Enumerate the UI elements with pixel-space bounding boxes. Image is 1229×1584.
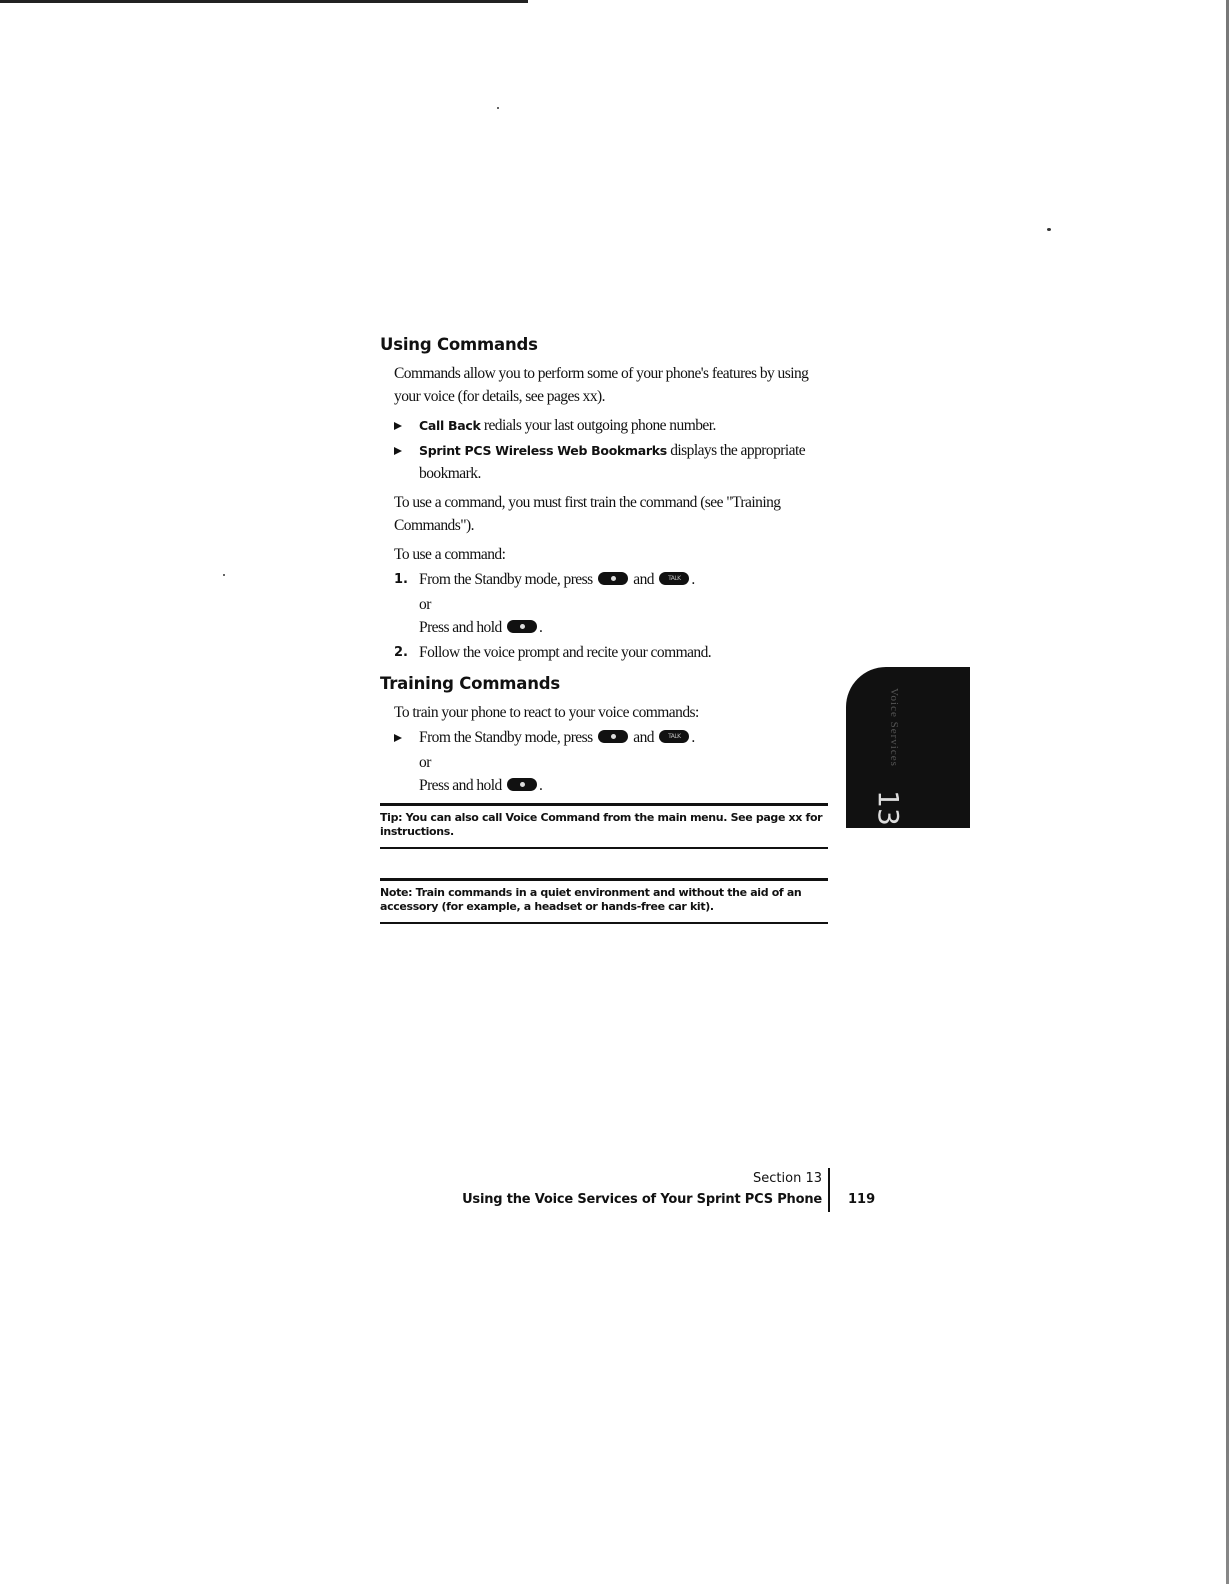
- training-press-hold: Press and hold: [419, 777, 502, 794]
- bookmarks-label: Sprint PCS Wireless Web Bookmarks: [419, 443, 667, 458]
- tip-text: You can also call Voice Command from the main menu. See page xx for instructions.: [380, 811, 823, 838]
- step-1-and: and: [633, 571, 654, 588]
- to-use-label: To use a command:: [394, 546, 506, 563]
- footer-title: Using the Voice Services of Your Sprint PCS Phone: [462, 1192, 822, 1207]
- talk-key-label: TALK: [668, 733, 681, 740]
- step-1-text: From the Standby mode, press: [419, 571, 593, 588]
- step-1-press-hold-line: Press and hold .: [419, 619, 543, 636]
- voice-key-icon: [507, 778, 537, 791]
- step-1: 1. From the Standby mode, press and TALK .: [394, 568, 830, 591]
- note-box: [380, 878, 828, 924]
- step-1-number: 1.: [394, 572, 408, 587]
- training-or: or: [419, 754, 431, 771]
- bullet-arrow-icon: [394, 447, 402, 455]
- talk-key-icon: [659, 572, 689, 585]
- scan-speck: [1047, 228, 1051, 231]
- train-first-note: To use a command, you must first train the command (see "Training Commands").: [394, 494, 781, 534]
- step-1-press-hold: Press and hold: [419, 619, 502, 636]
- footer-divider: [828, 1168, 830, 1212]
- voice-key-icon: [598, 572, 628, 585]
- talk-key-icon: [659, 730, 689, 743]
- using-commands-intro: Commands allow you to perform some of your phone's features by using your voice (for details, see pages xx).: [394, 365, 809, 405]
- bullet-arrow-icon: [394, 422, 402, 430]
- footer-section: Section 13: [753, 1171, 822, 1186]
- talk-key-label: TALK: [668, 575, 681, 582]
- call-back-text: redials your last outgoing phone number.: [480, 417, 716, 434]
- training-bullet-and: and: [633, 729, 654, 746]
- training-press-hold-line: Press and hold .: [419, 777, 543, 794]
- note-text: Train commands in a quiet environment and without the aid of an accessory (for example, a headset or hands-free car kit).: [380, 886, 802, 913]
- bookmarks-text: displays the appropriate bookmark.: [419, 442, 806, 482]
- section-tab: [846, 667, 970, 828]
- top-scan-edge: [0, 0, 528, 3]
- bullet-arrow-icon: [394, 734, 402, 742]
- voice-key-icon: [598, 730, 628, 743]
- bullet-bookmarks: [394, 439, 830, 485]
- step-1-or: or: [419, 596, 431, 613]
- tip-label: Tip:: [380, 811, 403, 824]
- training-intro: To train your phone to react to your voice commands:: [394, 704, 699, 721]
- scan-speck: [497, 107, 499, 109]
- step-2-text: Follow the voice prompt and recite your command.: [419, 644, 712, 661]
- section-tab-label: Voice Services: [888, 688, 900, 767]
- training-bullet: From the Standby mode, press and TALK .: [394, 726, 830, 749]
- step-2-number: 2.: [394, 645, 408, 660]
- tip-box: [380, 803, 828, 849]
- page-content: [380, 335, 830, 797]
- using-commands-heading: Using Commands: [380, 335, 538, 354]
- page-number: 119: [848, 1192, 876, 1207]
- training-commands-heading: Training Commands: [380, 674, 561, 693]
- training-bullet-text: From the Standby mode, press: [419, 729, 593, 746]
- section-tab-number: 13: [872, 790, 905, 826]
- step-2: [394, 641, 830, 664]
- voice-key-icon: [507, 620, 537, 633]
- call-back-label: Call Back: [419, 418, 481, 433]
- scan-speck: [223, 574, 225, 576]
- note-label: Note:: [380, 886, 413, 899]
- bullet-call-back: [394, 414, 830, 437]
